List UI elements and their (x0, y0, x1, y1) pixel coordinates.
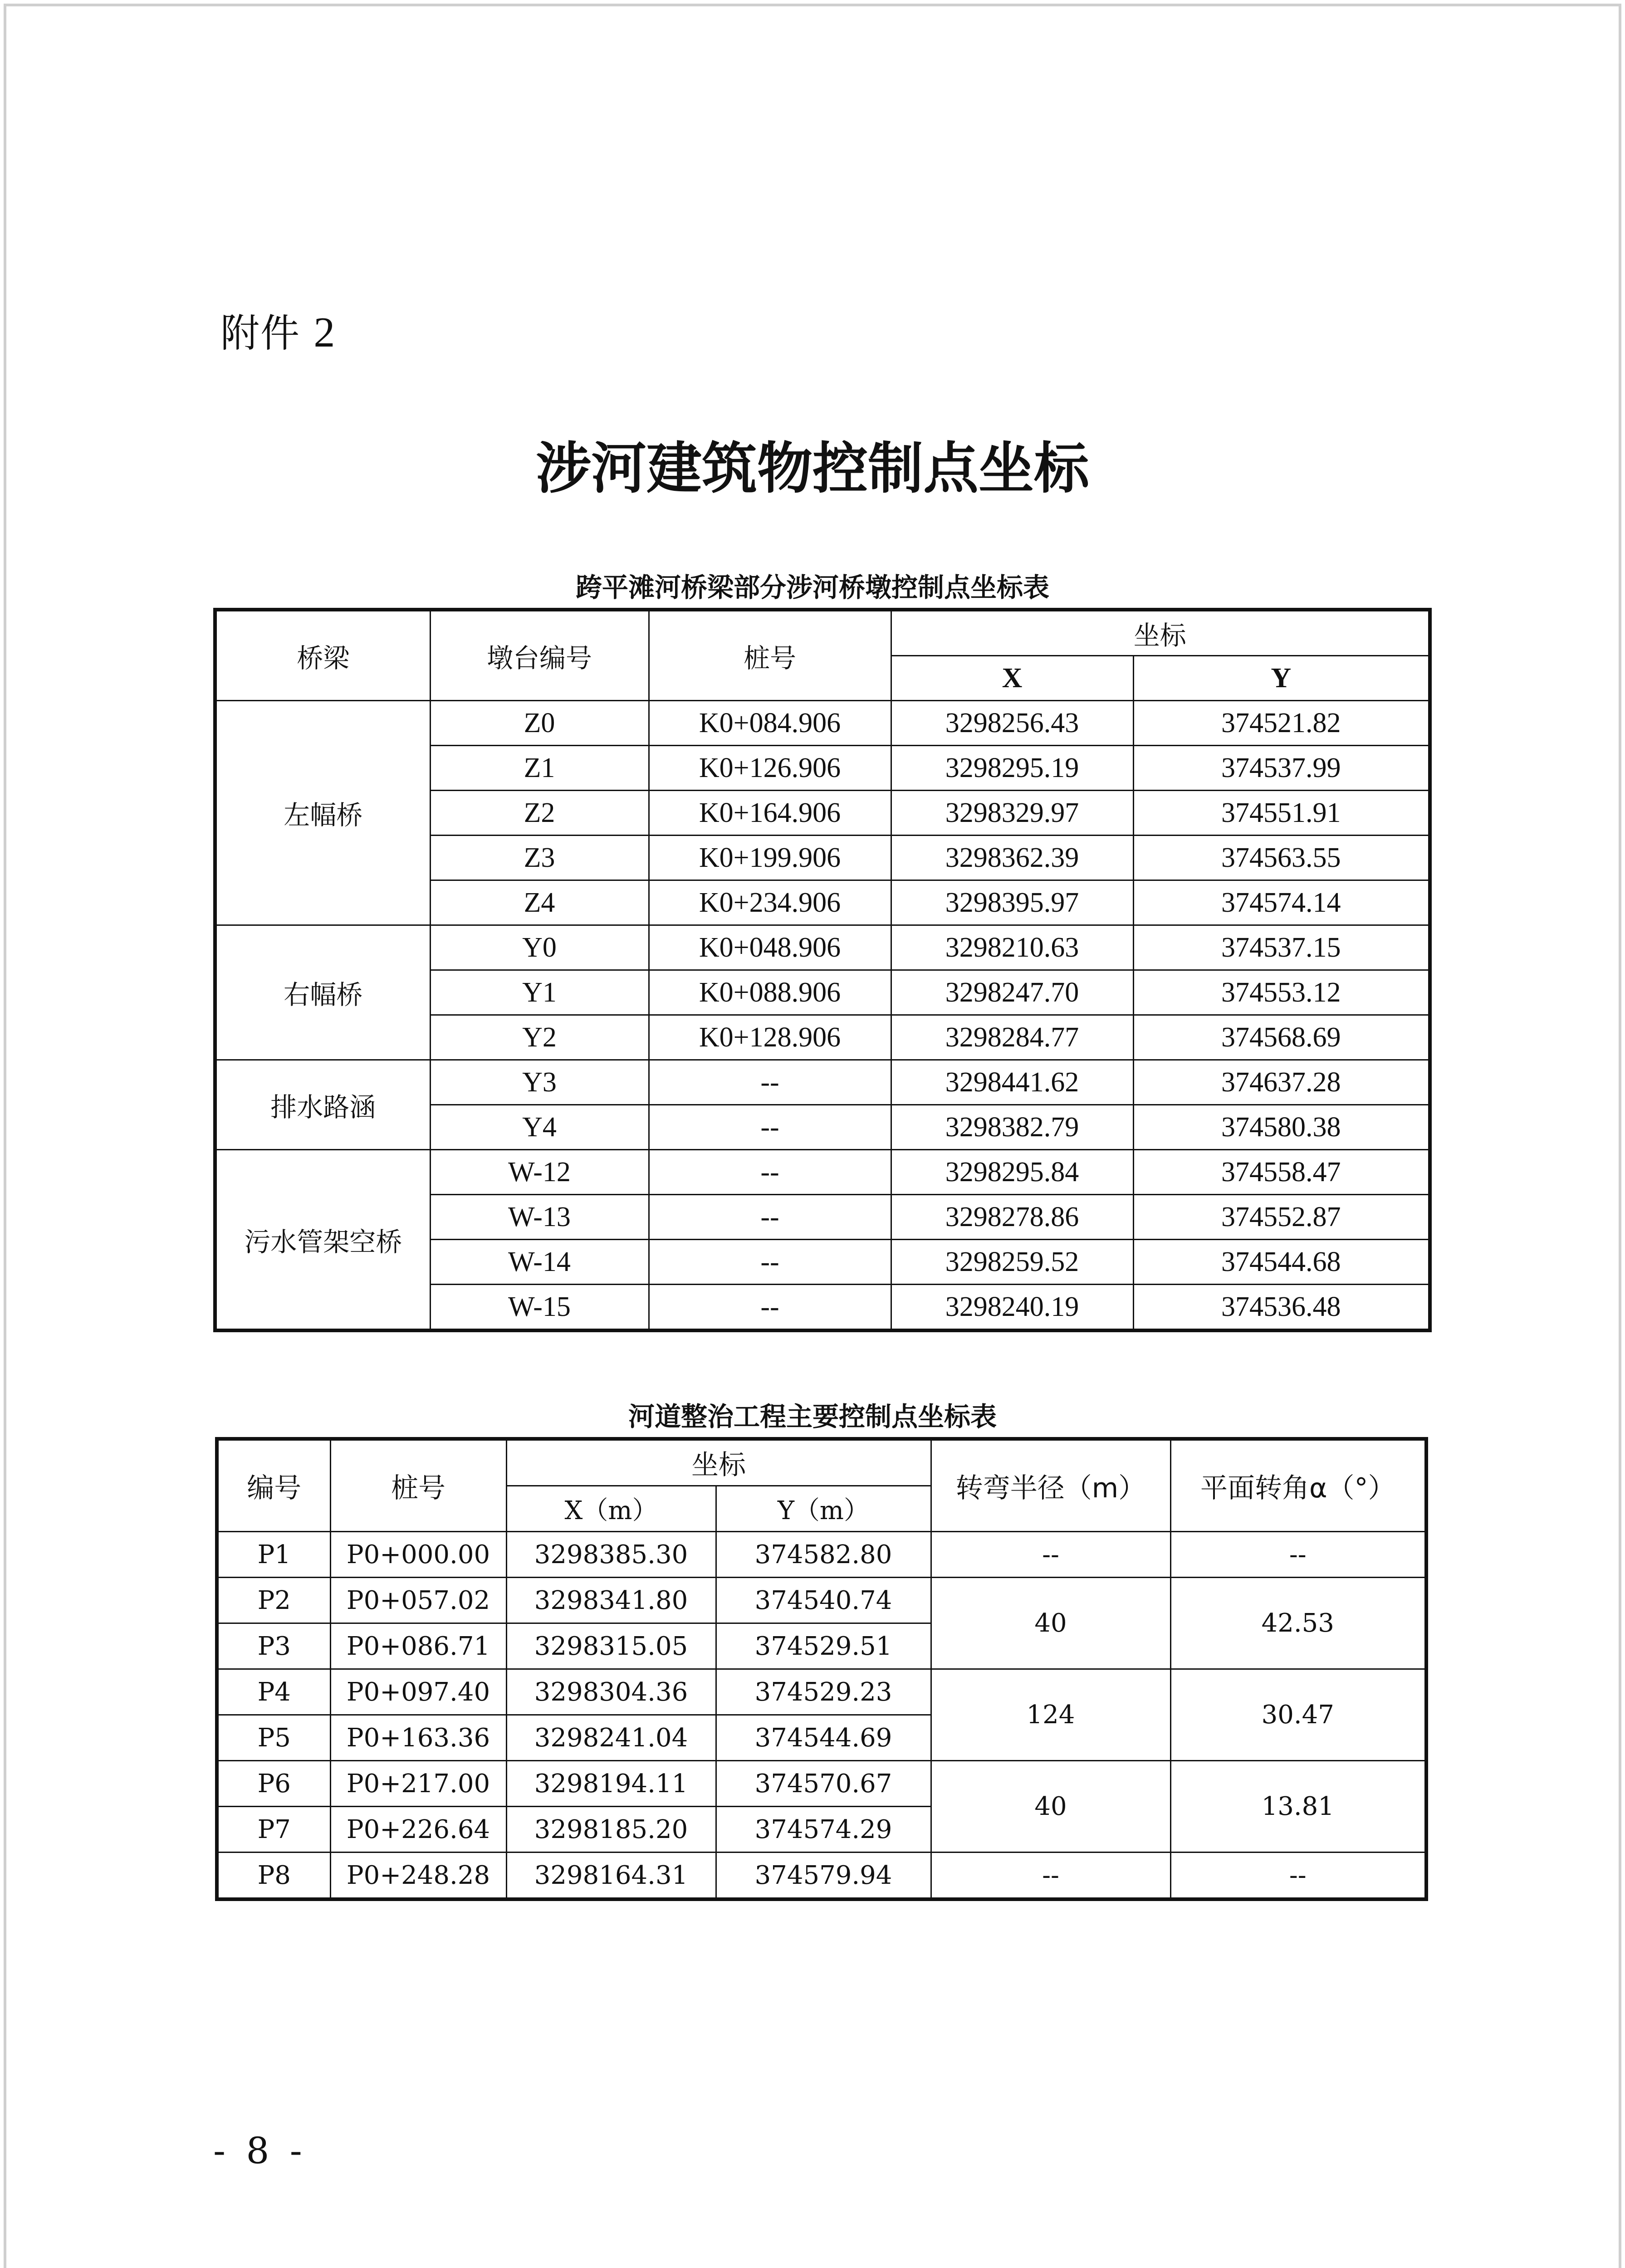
table-row (217, 1853, 1426, 1900)
station-cell: K0+128.906 (649, 1015, 891, 1060)
table-row (215, 701, 1430, 746)
station-cell: K0+084.906 (649, 701, 891, 746)
header-station: 桩号 (330, 1439, 506, 1532)
turn-angle-cell: 13.81 (1170, 1761, 1426, 1853)
station-cell: P0+000.00 (330, 1532, 506, 1578)
table-row (215, 1060, 1430, 1105)
bridge-group-name: 排水路涵 (215, 1060, 430, 1150)
pier-id-cell: Y2 (430, 1015, 649, 1060)
turn-radius-cell: -- (931, 1532, 1170, 1578)
turn-radius-cell: 40 (931, 1578, 1170, 1669)
y-coordinate-cell: 374521.82 (1133, 701, 1430, 746)
table-header-row (215, 610, 1430, 656)
header-coordinate: 坐标 (506, 1439, 931, 1486)
header-coordinate: 坐标 (891, 610, 1430, 656)
y-coordinate-cell: 374568.69 (1133, 1015, 1430, 1060)
bridge-group-name: 右幅桥 (215, 925, 430, 1060)
pier-id-cell: Y0 (430, 925, 649, 970)
y-coordinate-cell: 374574.14 (1133, 880, 1430, 925)
point-id-cell: P2 (217, 1578, 330, 1623)
pier-id-cell: Z4 (430, 880, 649, 925)
pier-id-cell: Y4 (430, 1105, 649, 1150)
x-coordinate-cell: 3298362.39 (891, 836, 1133, 880)
station-cell: K0+048.906 (649, 925, 891, 970)
y-coordinate-cell: 374579.94 (716, 1853, 931, 1900)
pier-id-cell: Z1 (430, 746, 649, 791)
pier-id-cell: W-12 (430, 1150, 649, 1195)
y-coordinate-cell: 374552.87 (1133, 1195, 1430, 1240)
attachment-label-text: 附件 (220, 311, 300, 356)
header-pier-id: 墩台编号 (430, 610, 649, 701)
table-row (215, 1150, 1430, 1195)
station-cell: -- (649, 1150, 891, 1195)
x-coordinate-cell: 3298395.97 (891, 880, 1133, 925)
point-id-cell: P5 (217, 1715, 330, 1761)
x-coordinate-cell: 3298164.31 (506, 1853, 716, 1900)
y-coordinate-cell: 374537.15 (1133, 925, 1430, 970)
x-coordinate-cell: 3298441.62 (891, 1060, 1133, 1105)
point-id-cell: P4 (217, 1669, 330, 1715)
station-cell: -- (649, 1240, 891, 1285)
pier-id-cell: W-13 (430, 1195, 649, 1240)
point-id-cell: P8 (217, 1853, 330, 1900)
x-coordinate-cell: 3298295.19 (891, 746, 1133, 791)
pier-id-cell: W-14 (430, 1240, 649, 1285)
x-coordinate-cell: 3298259.52 (891, 1240, 1133, 1285)
y-coordinate-cell: 374570.67 (716, 1761, 931, 1807)
attachment-label (220, 302, 336, 358)
y-coordinate-cell: 374558.47 (1133, 1150, 1430, 1195)
table-row (217, 1578, 1426, 1623)
x-coordinate-cell: 3298382.79 (891, 1105, 1133, 1150)
x-coordinate-cell: 3298278.86 (891, 1195, 1133, 1240)
page-number: - 8 - (213, 2130, 307, 2172)
x-coordinate-cell: 3298329.97 (891, 791, 1133, 836)
header-y: Y（m） (716, 1486, 931, 1532)
table2-caption: 河道整治工程主要控制点坐标表 (628, 1401, 997, 1432)
station-cell: -- (649, 1105, 891, 1150)
turn-radius-cell: -- (931, 1853, 1170, 1900)
y-coordinate-cell: 374529.51 (716, 1623, 931, 1669)
turn-angle-cell: -- (1170, 1853, 1426, 1900)
pier-id-cell: W-15 (430, 1285, 649, 1331)
y-coordinate-cell: 374537.99 (1133, 746, 1430, 791)
y-coordinate-cell: 374637.28 (1133, 1060, 1430, 1105)
x-coordinate-cell: 3298247.70 (891, 970, 1133, 1015)
river-control-point-table (215, 1437, 1428, 1901)
table-row (217, 1532, 1426, 1578)
table-row (217, 1669, 1426, 1715)
x-coordinate-cell: 3298315.05 (506, 1623, 716, 1669)
pier-id-cell: Z2 (430, 791, 649, 836)
station-cell: P0+163.36 (330, 1715, 506, 1761)
bridge-group-name: 污水管架空桥 (215, 1150, 430, 1331)
y-coordinate-cell: 374574.29 (716, 1807, 931, 1853)
point-id-cell: P3 (217, 1623, 330, 1669)
x-coordinate-cell: 3298304.36 (506, 1669, 716, 1715)
y-coordinate-cell: 374540.74 (716, 1578, 931, 1623)
station-cell: K0+088.906 (649, 970, 891, 1015)
station-cell: K0+199.906 (649, 836, 891, 880)
x-coordinate-cell: 3298194.11 (506, 1761, 716, 1807)
y-coordinate-cell: 374544.69 (716, 1715, 931, 1761)
y-coordinate-cell: 374529.23 (716, 1669, 931, 1715)
x-coordinate-cell: 3298295.84 (891, 1150, 1133, 1195)
pier-id-cell: Z0 (430, 701, 649, 746)
y-coordinate-cell: 374580.38 (1133, 1105, 1430, 1150)
x-coordinate-cell: 3298185.20 (506, 1807, 716, 1853)
x-coordinate-cell: 3298240.19 (891, 1285, 1133, 1331)
station-cell: -- (649, 1285, 891, 1331)
x-coordinate-cell: 3298241.04 (506, 1715, 716, 1761)
x-coordinate-cell: 3298256.43 (891, 701, 1133, 746)
y-coordinate-cell: 374582.80 (716, 1532, 931, 1578)
table-row (217, 1761, 1426, 1807)
point-id-cell: P7 (217, 1807, 330, 1853)
pier-id-cell: Y1 (430, 970, 649, 1015)
bridge-pier-coordinate-table (213, 608, 1432, 1332)
turn-radius-cell: 40 (931, 1761, 1170, 1853)
header-y: Y (1133, 656, 1430, 701)
document-title: 涉河建筑物控制点坐标 (536, 436, 1089, 501)
header-station: 桩号 (649, 610, 891, 701)
turn-radius-cell: 124 (931, 1669, 1170, 1761)
station-cell: K0+126.906 (649, 746, 891, 791)
station-cell: P0+057.02 (330, 1578, 506, 1623)
header-x: X (891, 656, 1133, 701)
station-cell: -- (649, 1195, 891, 1240)
y-coordinate-cell: 374553.12 (1133, 970, 1430, 1015)
x-coordinate-cell: 3298341.80 (506, 1578, 716, 1623)
x-coordinate-cell: 3298385.30 (506, 1532, 716, 1578)
station-cell: P0+248.28 (330, 1853, 506, 1900)
header-turn-angle: 平面转角α（°） (1170, 1439, 1426, 1532)
station-cell: -- (649, 1060, 891, 1105)
y-coordinate-cell: 374563.55 (1133, 836, 1430, 880)
station-cell: P0+217.00 (330, 1761, 506, 1807)
header-id: 编号 (217, 1439, 330, 1532)
attachment-number: 2 (313, 309, 336, 356)
point-id-cell: P1 (217, 1532, 330, 1578)
turn-angle-cell: 30.47 (1170, 1669, 1426, 1761)
station-cell: K0+234.906 (649, 880, 891, 925)
y-coordinate-cell: 374551.91 (1133, 791, 1430, 836)
point-id-cell: P6 (217, 1761, 330, 1807)
header-bridge: 桥梁 (215, 610, 430, 701)
table-header-row (217, 1439, 1426, 1486)
pier-id-cell: Z3 (430, 836, 649, 880)
y-coordinate-cell: 374544.68 (1133, 1240, 1430, 1285)
station-cell: P0+097.40 (330, 1669, 506, 1715)
header-x: X（m） (506, 1486, 716, 1532)
header-turn-radius: 转弯半径（m） (931, 1439, 1170, 1532)
station-cell: P0+086.71 (330, 1623, 506, 1669)
table1-caption: 跨平滩河桥梁部分涉河桥墩控制点坐标表 (575, 572, 1049, 603)
turn-angle-cell: 42.53 (1170, 1578, 1426, 1669)
x-coordinate-cell: 3298210.63 (891, 925, 1133, 970)
bridge-group-name: 左幅桥 (215, 701, 430, 925)
y-coordinate-cell: 374536.48 (1133, 1285, 1430, 1331)
turn-angle-cell: -- (1170, 1532, 1426, 1578)
station-cell: P0+226.64 (330, 1807, 506, 1853)
table-row (215, 925, 1430, 970)
station-cell: K0+164.906 (649, 791, 891, 836)
x-coordinate-cell: 3298284.77 (891, 1015, 1133, 1060)
pier-id-cell: Y3 (430, 1060, 649, 1105)
